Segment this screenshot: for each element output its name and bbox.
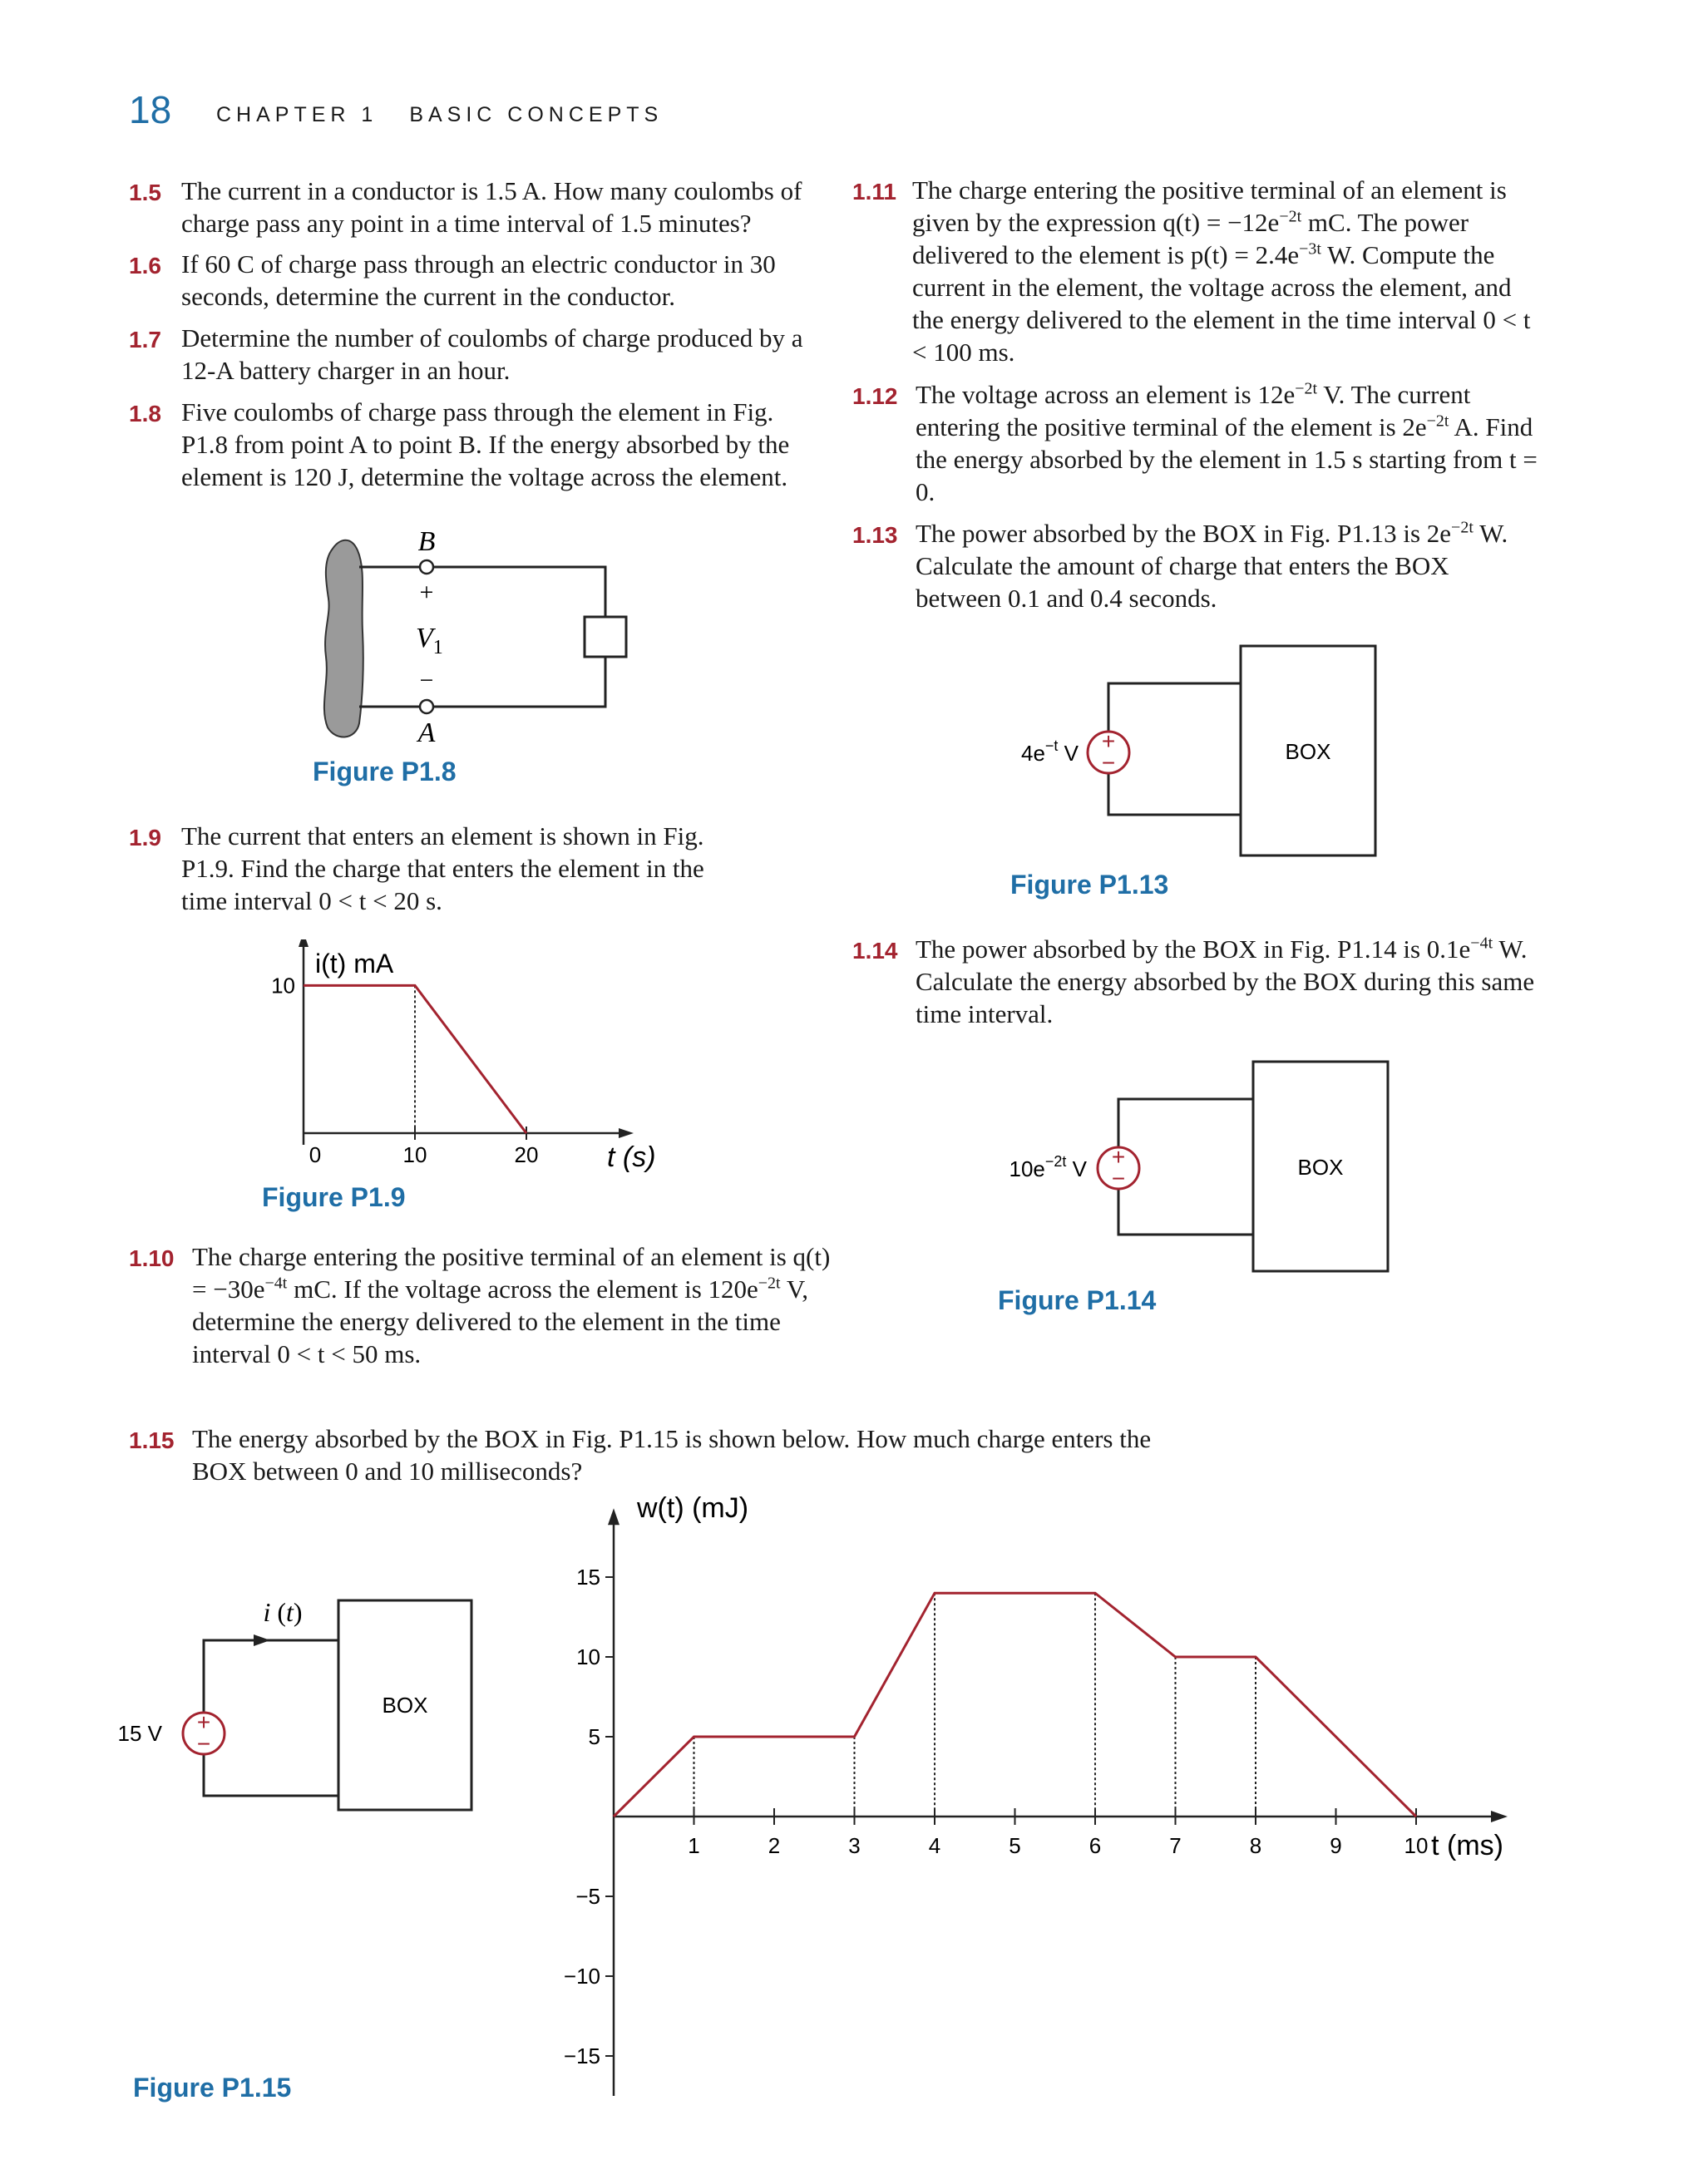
- problem-1-12: [852, 378, 1538, 508]
- problem-text: Determine the number of coulombs of charge produced by a 12-A battery charger in an hour.: [181, 323, 803, 385]
- figure-p1-13-circuit: [998, 636, 1389, 865]
- problem-text: The current in a conductor is 1.5 A. How many coulombs of charge pass any point in a time interval of 1.5 minutes?: [181, 176, 802, 238]
- node-label-b: B: [417, 526, 436, 557]
- y-tick-label: −10: [563, 1964, 600, 1989]
- x-tick-label: 9: [1330, 1833, 1342, 1858]
- problem-text: The voltage across an element is $12e^{-2t}$ V. The current entering the positive terminal of the element is $2e^{-2t}$ A. Find the energy absorbed by the element in 1.5 s starting from t = 0.: [916, 379, 1538, 506]
- chapter-label: CHAPTER 1: [216, 103, 378, 126]
- figure-caption: Figure P1.9: [262, 1182, 406, 1212]
- y-axis-arrow: [299, 939, 309, 947]
- y-axis-label: i(t) mA: [315, 949, 394, 979]
- node-label-a: A: [417, 717, 436, 748]
- problem-text: The power absorbed by the BOX in Fig. P1.14 is $0.1e^{-4t}$ W. Calculate the energy absorbed by the BOX during this same time interval.: [916, 934, 1535, 1028]
- minus-sign: −: [419, 667, 434, 694]
- load-box: [585, 617, 626, 657]
- problem-number: 1.10: [129, 1245, 175, 1271]
- problem-1-13: [852, 517, 1538, 614]
- problem-number: 1.9: [129, 825, 161, 850]
- problem-1-7: [129, 322, 832, 387]
- problem-text: Five coulombs of charge pass through the element in Fig. P1.8 from point A to point B. If the energy absorbed by the element is 120 J, determine the voltage across the element.: [181, 397, 790, 491]
- box-label: BOX: [382, 1693, 428, 1718]
- x-tick-label: 10: [1404, 1833, 1429, 1858]
- problem-text: If 60 C of charge pass through an electric conductor in 30 seconds, determine the current in the conductor.: [181, 249, 776, 311]
- x-tick-label: 0: [309, 1142, 322, 1167]
- x-axis-label: t (s): [607, 1141, 656, 1173]
- current-arrow: [254, 1634, 270, 1646]
- y-axis-label: w(t) (mJ): [637, 1492, 749, 1524]
- x-tick-label: 4: [928, 1833, 941, 1858]
- problem-1-15: [129, 1422, 1177, 1487]
- page-number: 18: [129, 88, 172, 131]
- y-tick-label: 10: [576, 1644, 600, 1669]
- y-tick-label: −15: [563, 2043, 600, 2068]
- voltage-label: $V_1$: [416, 623, 443, 658]
- chart-p1-9: [249, 939, 715, 1181]
- problem-number: 1.14: [852, 938, 898, 964]
- figure-p1-15-circuit: [112, 1588, 495, 1825]
- problem-1-8: [129, 396, 819, 493]
- problem-text: The power absorbed by the BOX in Fig. P1.13 is $2e^{-2t}$ W. Calculate the amount of charge that enters the BOX between 0.1 and 0.4 seconds.: [916, 518, 1508, 613]
- x-tick-label: 6: [1088, 1833, 1102, 1858]
- x-tick-label: 3: [848, 1833, 861, 1858]
- figure-p1-14-circuit: [994, 1052, 1401, 1280]
- x-tick-label: 2: [768, 1833, 781, 1858]
- source-label: 15 V: [117, 1721, 162, 1746]
- problem-number: 1.6: [129, 253, 161, 279]
- problem-number: 1.12: [852, 383, 898, 409]
- terminal-b: [420, 560, 433, 574]
- figure-p1-8-diagram: [308, 524, 657, 748]
- problem-1-14: [852, 933, 1538, 1030]
- y-tick-label: 15: [576, 1565, 600, 1590]
- problem-1-9: [129, 820, 744, 917]
- x-tick-label: 5: [1009, 1833, 1021, 1858]
- problem-text: The charge entering the positive terminal of an element is given by the expression $q(t) = -12e^{-2t}$ mC. The power delivered to the element is $p(t) = 2.4e^{-3t}$ W. Compute the current in the element, the voltage across the element, and the energy delivered to the element in the time interval 0 < t < 100 ms.: [912, 175, 1531, 367]
- y-tick-label: 10: [271, 973, 295, 998]
- box-label: BOX: [1285, 739, 1331, 764]
- energy-curve: [614, 1593, 1416, 1817]
- box-label: BOX: [1297, 1155, 1344, 1180]
- x-tick-label: 7: [1169, 1833, 1182, 1858]
- y-tick-label: −5: [575, 1884, 600, 1909]
- x-tick-label: 1: [688, 1833, 700, 1858]
- source-plus: +: [196, 1709, 211, 1735]
- problem-number: 1.7: [129, 327, 161, 352]
- running-header: [216, 103, 694, 127]
- chapter-title: BASIC CONCEPTS: [409, 103, 664, 126]
- problem-text: The energy absorbed by the BOX in Fig. P1.15 is shown below. How much charge enters the BOX between 0 and 10 milliseconds?: [192, 1424, 1152, 1486]
- plus-sign: +: [419, 579, 434, 606]
- figure-caption: Figure P1.14: [998, 1285, 1157, 1315]
- chart-p1-15: [524, 1488, 1563, 2112]
- problem-text: The current that enters an element is shown in Fig. P1.9. Find the charge that enters the element in the time interval 0 < t < 20 s.: [181, 821, 704, 915]
- x-axis-arrow: [619, 1128, 634, 1138]
- y-axis-arrow: [608, 1508, 619, 1525]
- source-label: $4e^{-t}$ V: [1020, 737, 1079, 766]
- x-tick-label: 8: [1249, 1833, 1262, 1858]
- problem-number: 1.15: [129, 1427, 175, 1453]
- source-minus: −: [1111, 1166, 1126, 1191]
- x-tick-label: 10: [402, 1142, 427, 1167]
- current-label: i (t): [263, 1597, 303, 1627]
- x-axis-label: t (ms): [1431, 1830, 1503, 1861]
- problem-1-11: [852, 174, 1538, 368]
- element-blob: [324, 540, 363, 737]
- problem-1-5: [129, 175, 823, 239]
- source-plus: +: [1101, 728, 1116, 754]
- problem-number: 1.11: [852, 179, 896, 205]
- problem-1-10: [129, 1240, 832, 1370]
- y-tick-label: 5: [588, 1724, 600, 1749]
- problem-number: 1.8: [129, 401, 161, 426]
- problem-1-6: [129, 248, 794, 313]
- x-axis-arrow: [1491, 1811, 1508, 1822]
- x-tick-label: 20: [514, 1142, 539, 1167]
- source-minus: −: [196, 1731, 211, 1757]
- figure-caption: Figure P1.15: [133, 2073, 292, 2103]
- source-label: $10e^{-2t}$ V: [1009, 1153, 1087, 1181]
- figure-caption: Figure P1.13: [1010, 870, 1169, 900]
- problem-number: 1.5: [129, 180, 161, 205]
- terminal-a: [420, 700, 433, 713]
- problem-text: The charge entering the positive terminal of an element is $q(t) = -30e^{-4t}$ mC. If the voltage across the element is $120e^{-2t}$ V, determine the energy delivered to the element in the time interval 0 < t < 50 ms.: [192, 1242, 831, 1368]
- source-plus: +: [1111, 1144, 1126, 1170]
- problem-number: 1.13: [852, 522, 898, 548]
- figure-caption: Figure P1.8: [313, 757, 457, 786]
- source-minus: −: [1101, 750, 1116, 776]
